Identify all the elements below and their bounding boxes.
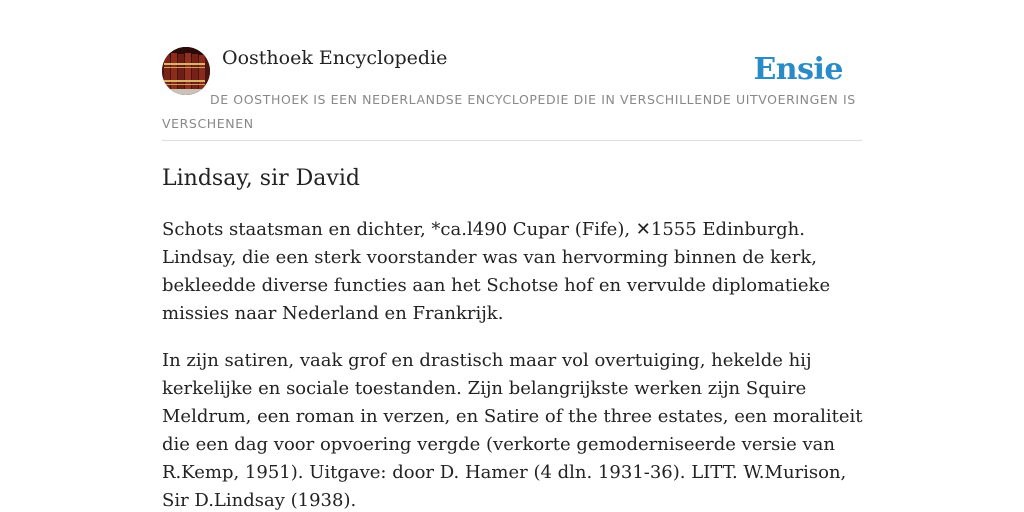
site-tagline: DE OOSTHOEK IS EEN NEDERLANDSE ENCYCLOPEDIE DIE IN VERSCHILLENDE UITVOERINGEN IS VERSCHENEN — [162, 92, 856, 131]
article-paragraph: Schots staatsman en dichter, *ca.l490 Cupar (Fife), ✕1555 Edinburgh. Lindsay, die een sterk voorstander was van hervorming binnen de kerk, bekleedde diverse functies aan het Schotse hof en vervulde diplomatieke missies naar Nederland en Frankrijk. — [162, 219, 831, 324]
article-title: Lindsay, sir David — [162, 166, 360, 191]
article-paragraph: In zijn satiren, vaak grof en drastisch maar vol overtuiging, hekelde hij kerkelijke en sociale toestanden. Zijn belangrijkste werken zijn Squire Meldrum, een roman in verzen, en Satire of the three estates, een moraliteit die een dag voor opvoering vergde (verkorte gemoderniseerde versie van R.Kemp, 1951). Uitgave: door D. Hamer (4 dln. 1931-36). LITT. W.Murison, Sir D.Lindsay (1938). — [162, 350, 863, 511]
article-body — [162, 216, 868, 512]
brand-logo[interactable]: Ensie — [753, 52, 843, 87]
site-title[interactable]: Oosthoek Encyclopedie — [222, 47, 448, 69]
site-header — [162, 46, 862, 141]
